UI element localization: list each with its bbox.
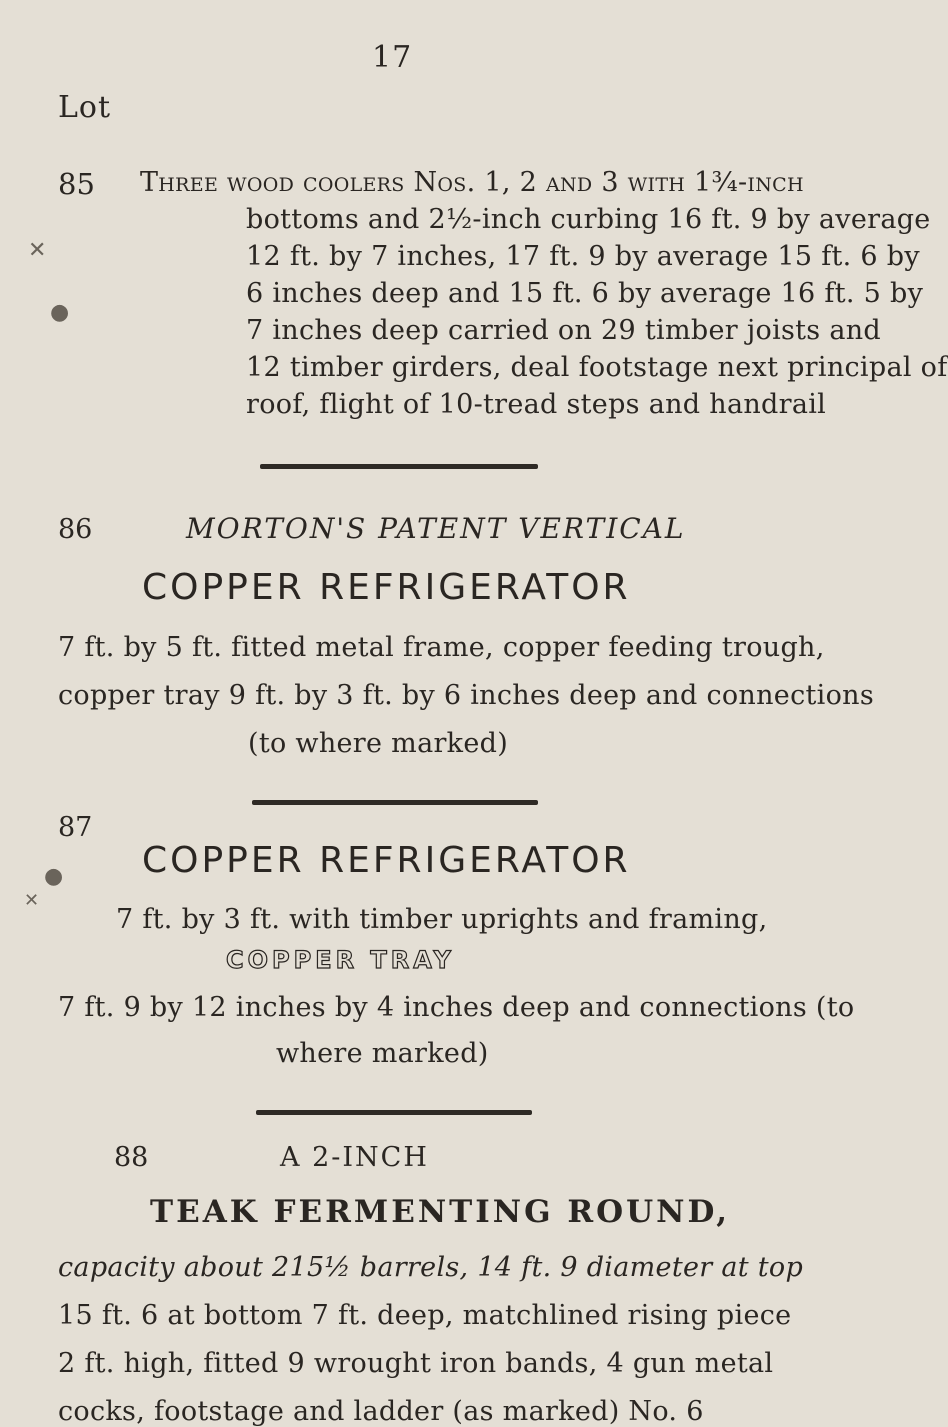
lot-text-line: 7 inches deep carried on 29 timber joists and <box>246 315 882 346</box>
lot-number: 87 <box>58 812 93 843</box>
lot-title: COPPER REFRIGERATOR <box>142 567 631 608</box>
margin-mark-icon: ● <box>50 300 70 325</box>
lot-text-line: where marked) <box>276 1038 489 1069</box>
margin-mark-icon: ● <box>44 864 64 889</box>
lot-text-line: 7 ft. 9 by 12 inches by 4 inches deep and connections (to <box>58 992 855 1023</box>
lot-text-line: 6 inches deep and 15 ft. 6 by average 16 ft. 5 by <box>246 278 924 309</box>
section-divider <box>260 464 538 469</box>
margin-mark-icon: ✕ <box>28 238 47 263</box>
lot-text-line: cocks, footstage and ladder (as marked) No. 6 <box>58 1396 704 1427</box>
lot-text-line: 7 ft. by 5 ft. fitted metal frame, copper feeding trough, <box>58 632 825 663</box>
lot-text-line: 15 ft. 6 at bottom 7 ft. deep, matchlined rising piece <box>58 1300 792 1331</box>
lot-text-line: 12 ft. by 7 inches, 17 ft. 9 by average 15 ft. 6 by <box>246 241 920 272</box>
lot-title: TEAK FERMENTING ROUND, <box>150 1194 731 1230</box>
lot-text-line: (to where marked) <box>248 728 509 759</box>
page-number: 17 <box>372 40 413 75</box>
lot-subtitle: COPPER TRAY <box>226 946 455 974</box>
lot-title: MORTON'S PATENT VERTICAL <box>186 512 686 545</box>
section-divider <box>256 1110 532 1115</box>
lot-text-line: Three wood coolers Nos. 1, 2 and 3 with 1¾-inch <box>140 167 804 198</box>
lot-title: A 2-INCH <box>280 1142 429 1173</box>
lot-number: 86 <box>58 514 93 545</box>
lot-number: 85 <box>58 167 95 201</box>
lot-text-line: roof, flight of 10-tread steps and handrail <box>246 389 827 420</box>
lot-text-line: capacity about 215½ barrels, 14 ft. 9 diameter at top <box>58 1252 804 1283</box>
lot-text-line: 7 ft. by 3 ft. with timber uprights and framing, <box>116 904 768 935</box>
lot-title: COPPER REFRIGERATOR <box>142 840 631 881</box>
lot-number: 88 <box>114 1142 149 1173</box>
lot-text-line: copper tray 9 ft. by 3 ft. by 6 inches deep and connections <box>58 680 874 711</box>
section-divider <box>252 800 538 805</box>
margin-mark-icon: ✕ <box>24 890 40 911</box>
lot-text-line: 2 ft. high, fitted 9 wrought iron bands, 4 gun metal <box>58 1348 774 1379</box>
lot-text-line: 12 timber girders, deal footstage next principal of <box>246 352 948 383</box>
lot-column-header: Lot <box>58 90 112 125</box>
lot-text-line: bottoms and 2½-inch curbing 16 ft. 9 by average <box>246 204 931 235</box>
